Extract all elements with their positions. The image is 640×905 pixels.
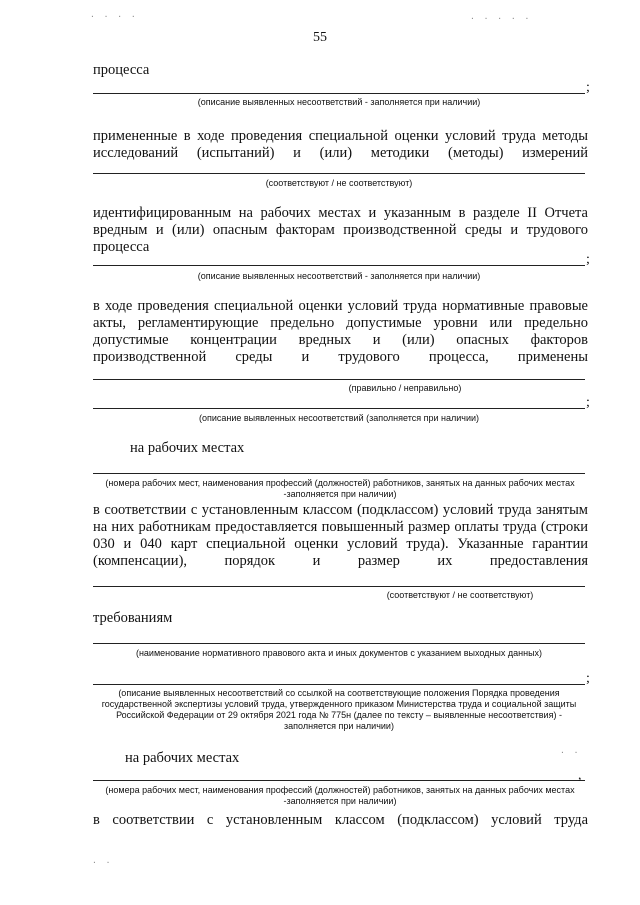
caption-workplace-numbers: (номера рабочих мест, наименования профессий (должностей) работников, занятых на данных рабочих местах -заполняется при наличии) [105, 478, 575, 499]
semicolon: ; [586, 80, 590, 95]
caption-normative-act-name: (наименование нормативного правового акта и иных документов с указанием выходных данных) [135, 648, 543, 658]
fill-line [93, 684, 585, 685]
paragraph-normative-acts: в ходе проведения специальной оценки условий труда нормативные правовые акты, регламентирующие предельно допустимые уровни или предельно допустимые концентрации вредных и (или) опасных факторов производственной среды и трудового процесса, применены [93, 298, 588, 365]
paragraph-requirements: требованиям [93, 610, 173, 626]
caption-discrepancies-detailed: (описание выявленных несоответствий со ссылкой на соответствующие положения Порядка проведения государственной экспертизы условий труда, утвержденного приказом Министерства труда и социальной защиты Российской Федерации от 29 октября 2021 года № 775н (далее по тексту – выявленные несоответствия) - заполняется при наличии) [101, 688, 577, 731]
paragraph-identified-factors: идентифицированным на рабочих местах и указанным в разделе II Отчета вредным и (или) опасным факторам производственной среды и трудового процесса [93, 205, 588, 255]
paragraph-workplaces: на рабочих местах [125, 750, 240, 766]
fill-line [93, 780, 585, 781]
semicolon: ; [586, 671, 590, 686]
comma: , [578, 768, 582, 783]
caption-discrepancies: (описание выявленных несоответствий - заполняется при наличии) [197, 271, 481, 281]
paragraph-established-class: в соответствии с установленным классом (подклассом) условий труда [93, 812, 588, 828]
caption-workplace-numbers: (номера рабочих мест, наименования профессий (должностей) работников, занятых на данных рабочих местах -заполняется при наличии) [105, 785, 575, 806]
caption-discrepancies: (описание выявленных несоответствий (заполняется при наличии) [198, 413, 480, 423]
caption-comply: (соответствуют / не соответствуют) [265, 178, 413, 188]
scan-speckle: · · [92, 858, 113, 867]
fill-line [93, 93, 585, 94]
scan-speckle: · · [560, 748, 581, 757]
paragraph-payment: в соответствии с установленным классом (подклассом) условий труда занятым на них работникам предоставляется повышенный размер оплаты труда (строки 030 и 040 карт специальной оценки условий труда). Указанные гарантии (компенсации), порядок и размер их предоставления [93, 502, 588, 569]
fill-line [93, 586, 585, 587]
fill-line [93, 643, 585, 644]
page-number: 55 [313, 30, 327, 45]
scan-speckle: · · · · · [470, 14, 532, 23]
semicolon: ; [586, 252, 590, 267]
caption-discrepancies: (описание выявленных несоответствий - заполняется при наличии) [197, 97, 481, 107]
caption-comply: (соответствуют / не соответствуют) [386, 590, 534, 600]
fill-line [93, 408, 585, 409]
paragraph-workplaces: на рабочих местах [130, 440, 245, 456]
fill-line [93, 379, 585, 380]
scan-speckle: · · · · [90, 12, 138, 21]
fill-line [93, 173, 585, 174]
caption-correctness: (правильно / неправильно) [348, 383, 462, 393]
fill-line [93, 265, 585, 266]
paragraph-methods: примененные в ходе проведения специальной оценки условий труда методы исследований (испытаний) и (или) методики (методы) измерений [93, 128, 588, 161]
paragraph-process: процесса [93, 62, 150, 78]
semicolon: ; [586, 395, 590, 410]
fill-line [93, 473, 585, 474]
